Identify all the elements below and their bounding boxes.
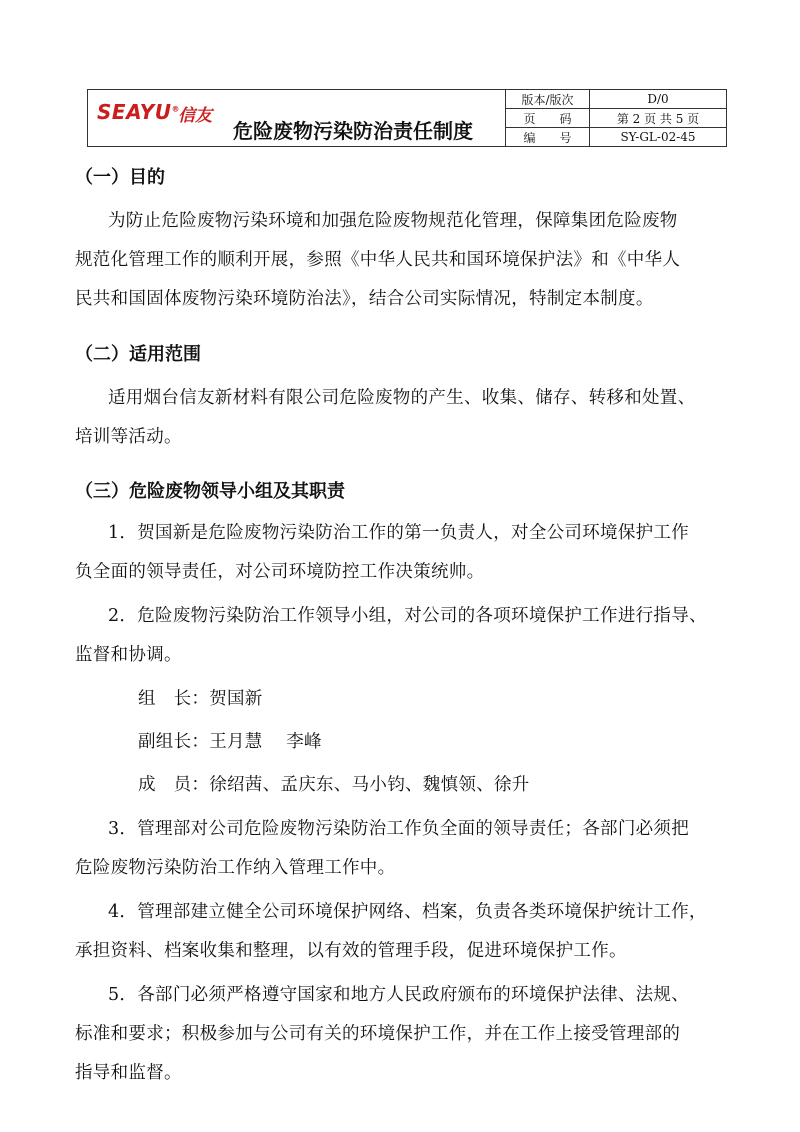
- paragraph-line: 指导和监督。: [75, 1063, 182, 1083]
- company-logo: SEAYU®: [97, 100, 180, 124]
- meta-row-version: [506, 90, 726, 109]
- paragraph-line: 适用烟台信友新材料有限公司危险废物的产生、收集、储存、转移和处置、: [108, 388, 696, 408]
- document-meta-table: [506, 90, 726, 146]
- meta-row-number: [506, 128, 726, 146]
- paragraph-line: 危险废物污染防治工作纳入管理工作中。: [75, 858, 396, 878]
- paragraph-line: 4．管理部建立健全公司环境保护网络、档案，负责各类环境保护统计工作，: [108, 902, 707, 922]
- document-title: 危险废物污染防治责任制度: [233, 119, 473, 143]
- member-line-leader: 组 长：贺国新: [138, 689, 263, 709]
- document-header: [87, 89, 727, 147]
- logo-title-cell: [88, 90, 506, 146]
- paragraph-line: 承担资料、档案收集和整理，以有效的管理手段，促进环境保护工作。: [75, 941, 627, 961]
- meta-label: 编 号: [506, 128, 590, 146]
- meta-value: 第 2 页 共 5 页: [616, 111, 700, 126]
- section-heading-scope: （二）适用范围: [75, 344, 201, 365]
- paragraph-line: 民共和国固体废物污染环境防治法》，结合公司实际情况，特制定本制度。: [75, 289, 654, 309]
- meta-label: 页 码: [506, 109, 590, 127]
- paragraph-line: 2．危险废物污染防治工作领导小组，对公司的各项环境保护工作进行指导、: [108, 606, 707, 626]
- paragraph-line: 监督和协调。: [75, 645, 182, 665]
- paragraph-line: 3．管理部对公司危险废物污染防治工作负全面的领导责任；各部门必须把: [108, 819, 690, 839]
- paragraph-line: 为防止危险废物污染环境和加强危险废物规范化管理，保障集团危险废物: [108, 211, 678, 231]
- meta-value: SY-GL-02-45: [620, 130, 696, 144]
- meta-value: D/0: [647, 92, 669, 106]
- member-line-members: 成 员：徐绍茜、孟庆东、马小钧、魏慎领、徐升: [138, 775, 530, 795]
- section-heading-leadership: （三）危险废物领导小组及其职责: [75, 481, 345, 502]
- paragraph-line: 标准和要求；积极参加与公司有关的环境保护工作，并在工作上接受管理部的: [75, 1024, 681, 1044]
- paragraph-line: 规范化管理工作的顺利开展，参照《中华人民共和国环境保护法》和《中华人: [75, 250, 681, 270]
- paragraph-line: 1．贺国新是危险废物污染防治工作的第一负责人，对全公司环境保护工作: [108, 523, 690, 543]
- meta-label: 版本/版次: [506, 90, 590, 108]
- paragraph-line: 培训等活动。: [75, 427, 182, 447]
- paragraph-line: 负全面的领导责任，对公司环境防控工作决策统帅。: [75, 562, 485, 582]
- section-heading-purpose: （一）目的: [75, 167, 165, 188]
- meta-row-page: [506, 109, 726, 128]
- member-line-deputy: 副组长：王月慧 李峰: [138, 732, 322, 752]
- company-logo-cn: 信友: [178, 106, 212, 126]
- paragraph-line: 5．各部门必须严格遵守国家和地方人民政府颁布的环境保护法律、法规、: [108, 985, 690, 1005]
